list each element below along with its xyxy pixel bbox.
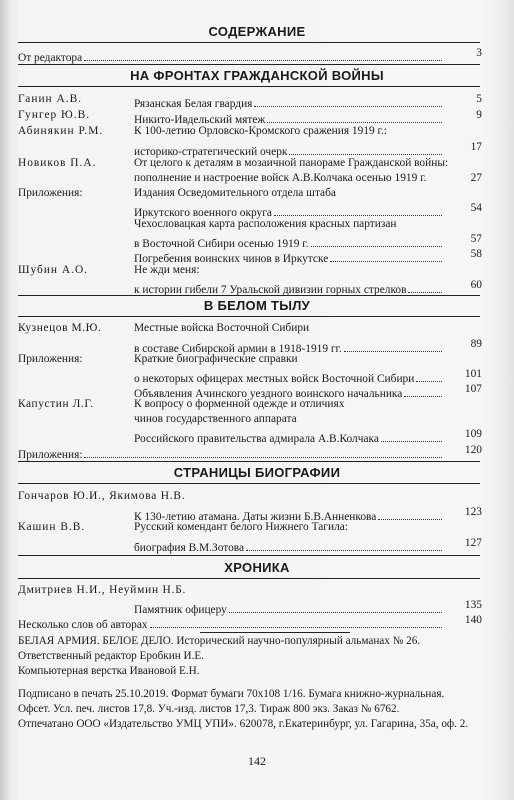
entry-title: Не жди меня:	[134, 264, 200, 276]
section-title: ХРОНИКА	[224, 560, 290, 575]
imprint-line: Ответственный редактор Еробкин И.Е.	[18, 650, 204, 662]
page-ref: 3	[476, 47, 482, 59]
divider	[18, 461, 480, 462]
entry-title: Чехословацкая карта расположения красных партизан	[134, 218, 397, 230]
entry-title: К 100-летию Орловско-Кромского сражения 1919 г.:	[134, 125, 387, 137]
entry-title: о некоторых офицерах местных войск Восточной Сибири	[134, 373, 415, 385]
section-title: В БЕЛОМ ТЫЛУ	[203, 298, 311, 313]
entry-title: в составе Сибирской армии в 1918-1919 гг.	[134, 343, 342, 355]
imprint-line: Подписано в печать 25.10.2019. Формат бумаги 70x108 1/16. Бумага книжно-журнальная.	[18, 688, 445, 700]
author: Абинякин Р.М.	[18, 125, 104, 137]
entry-title: Никито-Ивдельский мятеж	[134, 114, 266, 126]
entry-title: Объявления Ачинского уездного воинского начальника	[134, 388, 403, 400]
dot-leader	[289, 141, 442, 155]
entry-title: в Восточной Сибири осенью 1919 г.	[134, 238, 309, 250]
entry-title: Памятник офицеру	[134, 604, 227, 616]
entry-title: Русский комендант белого Нижнего Тагила:	[134, 521, 348, 533]
author: Гончаров Ю.И., Якимова Н.В.	[18, 490, 186, 502]
entry-title: От редактора	[18, 52, 83, 64]
page-ref: 17	[470, 141, 482, 153]
section-title: НА ФРОНТАХ ГРАЖДАНСКОЙ ВОЙНЫ	[130, 68, 384, 83]
imprint-line: Компьютерная верстка Ивановой Е.Н.	[18, 665, 200, 677]
dot-leader	[311, 233, 442, 247]
imprint-line: БЕЛАЯ АРМИЯ. БЕЛОЕ ДЕЛО. Исторический научно-популярный альманах № 26.	[18, 635, 421, 647]
dot-leader	[84, 444, 442, 458]
divider	[18, 483, 480, 484]
dot-leader	[274, 202, 442, 216]
page-ref: 54	[470, 202, 482, 214]
section-title: СТРАНИЦЫ БИОГРАФИИ	[173, 465, 341, 480]
dot-leader	[378, 506, 442, 520]
appendix-label: Приложения:	[18, 353, 83, 365]
dot-leader	[408, 279, 442, 293]
divider	[18, 86, 480, 87]
entry-title: К 130-летию атамана. Даты жизни Б.В.Анненкова	[134, 511, 377, 523]
dot-leader	[381, 428, 442, 442]
divider	[18, 42, 480, 43]
toc-entry	[18, 444, 444, 462]
page-ref: 27	[470, 172, 482, 184]
page-ref: 107	[464, 383, 482, 395]
page-ref: 120	[464, 444, 482, 456]
page-ref: 89	[470, 338, 482, 350]
dot-leader	[416, 368, 442, 382]
entry-title: Краткие биографические справки	[134, 353, 298, 365]
divider	[18, 578, 480, 579]
toc-entry	[18, 47, 444, 65]
page-ref: 5	[476, 93, 482, 105]
dot-leader	[344, 338, 442, 352]
entry-title: Рязанская Белая гвардия	[134, 98, 253, 110]
page-ref: 58	[470, 248, 482, 260]
appendix-label: Приложения:	[18, 187, 83, 199]
dot-leader	[246, 537, 442, 551]
page-ref: 9	[476, 109, 482, 121]
dot-leader	[150, 614, 442, 628]
page-ref: 109	[464, 428, 482, 440]
divider	[200, 632, 350, 633]
entry-title: Местные войска Восточной Сибири	[134, 322, 310, 334]
author: Ганин А.В.	[18, 93, 83, 105]
dot-leader	[404, 383, 442, 397]
page-ref: 57	[470, 233, 482, 245]
page-ref: 127	[464, 537, 482, 549]
page-ref: 123	[464, 506, 482, 518]
page-number: 142	[248, 754, 266, 768]
page-ref: 135	[464, 599, 482, 611]
entry-title: к истории гибели 7 Уральской дивизии горных стрелков	[134, 284, 407, 296]
entry-title: Несколько слов об авторах	[18, 619, 148, 631]
page-ref: 60	[470, 279, 482, 291]
entry-title: биография В.М.Зотова	[134, 542, 245, 554]
author: Гунгер Ю.В.	[18, 109, 91, 121]
toc-entry	[134, 537, 444, 555]
entry-title: К вопросу о форменной одежде и отличиях	[134, 398, 345, 410]
toc-entry	[18, 614, 444, 632]
author: Кузнецов М.Ю.	[18, 322, 102, 334]
dot-leader	[229, 599, 442, 613]
dot-leader	[84, 47, 442, 61]
dot-leader	[267, 109, 442, 123]
entry-title: Погребения воинских чинов в Иркутске	[134, 253, 329, 265]
divider	[18, 555, 480, 556]
entry-title: От целого к деталям в мозаичной панораме Гражданской войны:	[134, 157, 449, 169]
appendix-label: Приложения:	[18, 449, 83, 461]
author: Шубин А.О.	[18, 264, 89, 276]
entry-title: Российского правительства адмирала А.В.Колчака	[134, 433, 379, 445]
entry-title: пополнение и настроение войск А.В.Колчака осенью 1919 г.	[134, 172, 427, 184]
page-ref: 101	[464, 368, 482, 380]
contents-title: СОДЕРЖАНИЕ	[208, 24, 306, 39]
author: Дмитриев Н.И., Неуймин Н.Б.	[18, 584, 187, 596]
dot-leader	[254, 93, 442, 107]
divider	[18, 295, 480, 296]
author: Капустин Л.Г.	[18, 398, 94, 410]
entry-title: историко-стратегический очерк	[134, 146, 288, 158]
entry-title: чинов государственного аппарата	[134, 413, 297, 425]
imprint-line: Офсет. Усл. печ. листов 17,8. Уч.-изд. листов 17,3. Тираж 800 экз. Заказ № 6762.	[18, 703, 400, 715]
page-edge-shadow	[496, 0, 514, 800]
entry-title: Иркутского военного округа	[134, 207, 272, 219]
divider	[18, 64, 480, 65]
imprint-line: Отпечатано ООО «Издательство УМЦ УПИ». 620078, г.Екатеринбург, ул. Гагарина, 35а, оф. 2.	[18, 718, 469, 730]
entry-title: Издания Осведомительного отдела штаба	[134, 187, 336, 199]
page-ref: 140	[464, 614, 482, 626]
dot-leader	[330, 248, 442, 262]
divider	[18, 316, 480, 317]
author: Новиков П.А.	[18, 157, 97, 169]
author: Кашин В.В.	[18, 521, 86, 533]
